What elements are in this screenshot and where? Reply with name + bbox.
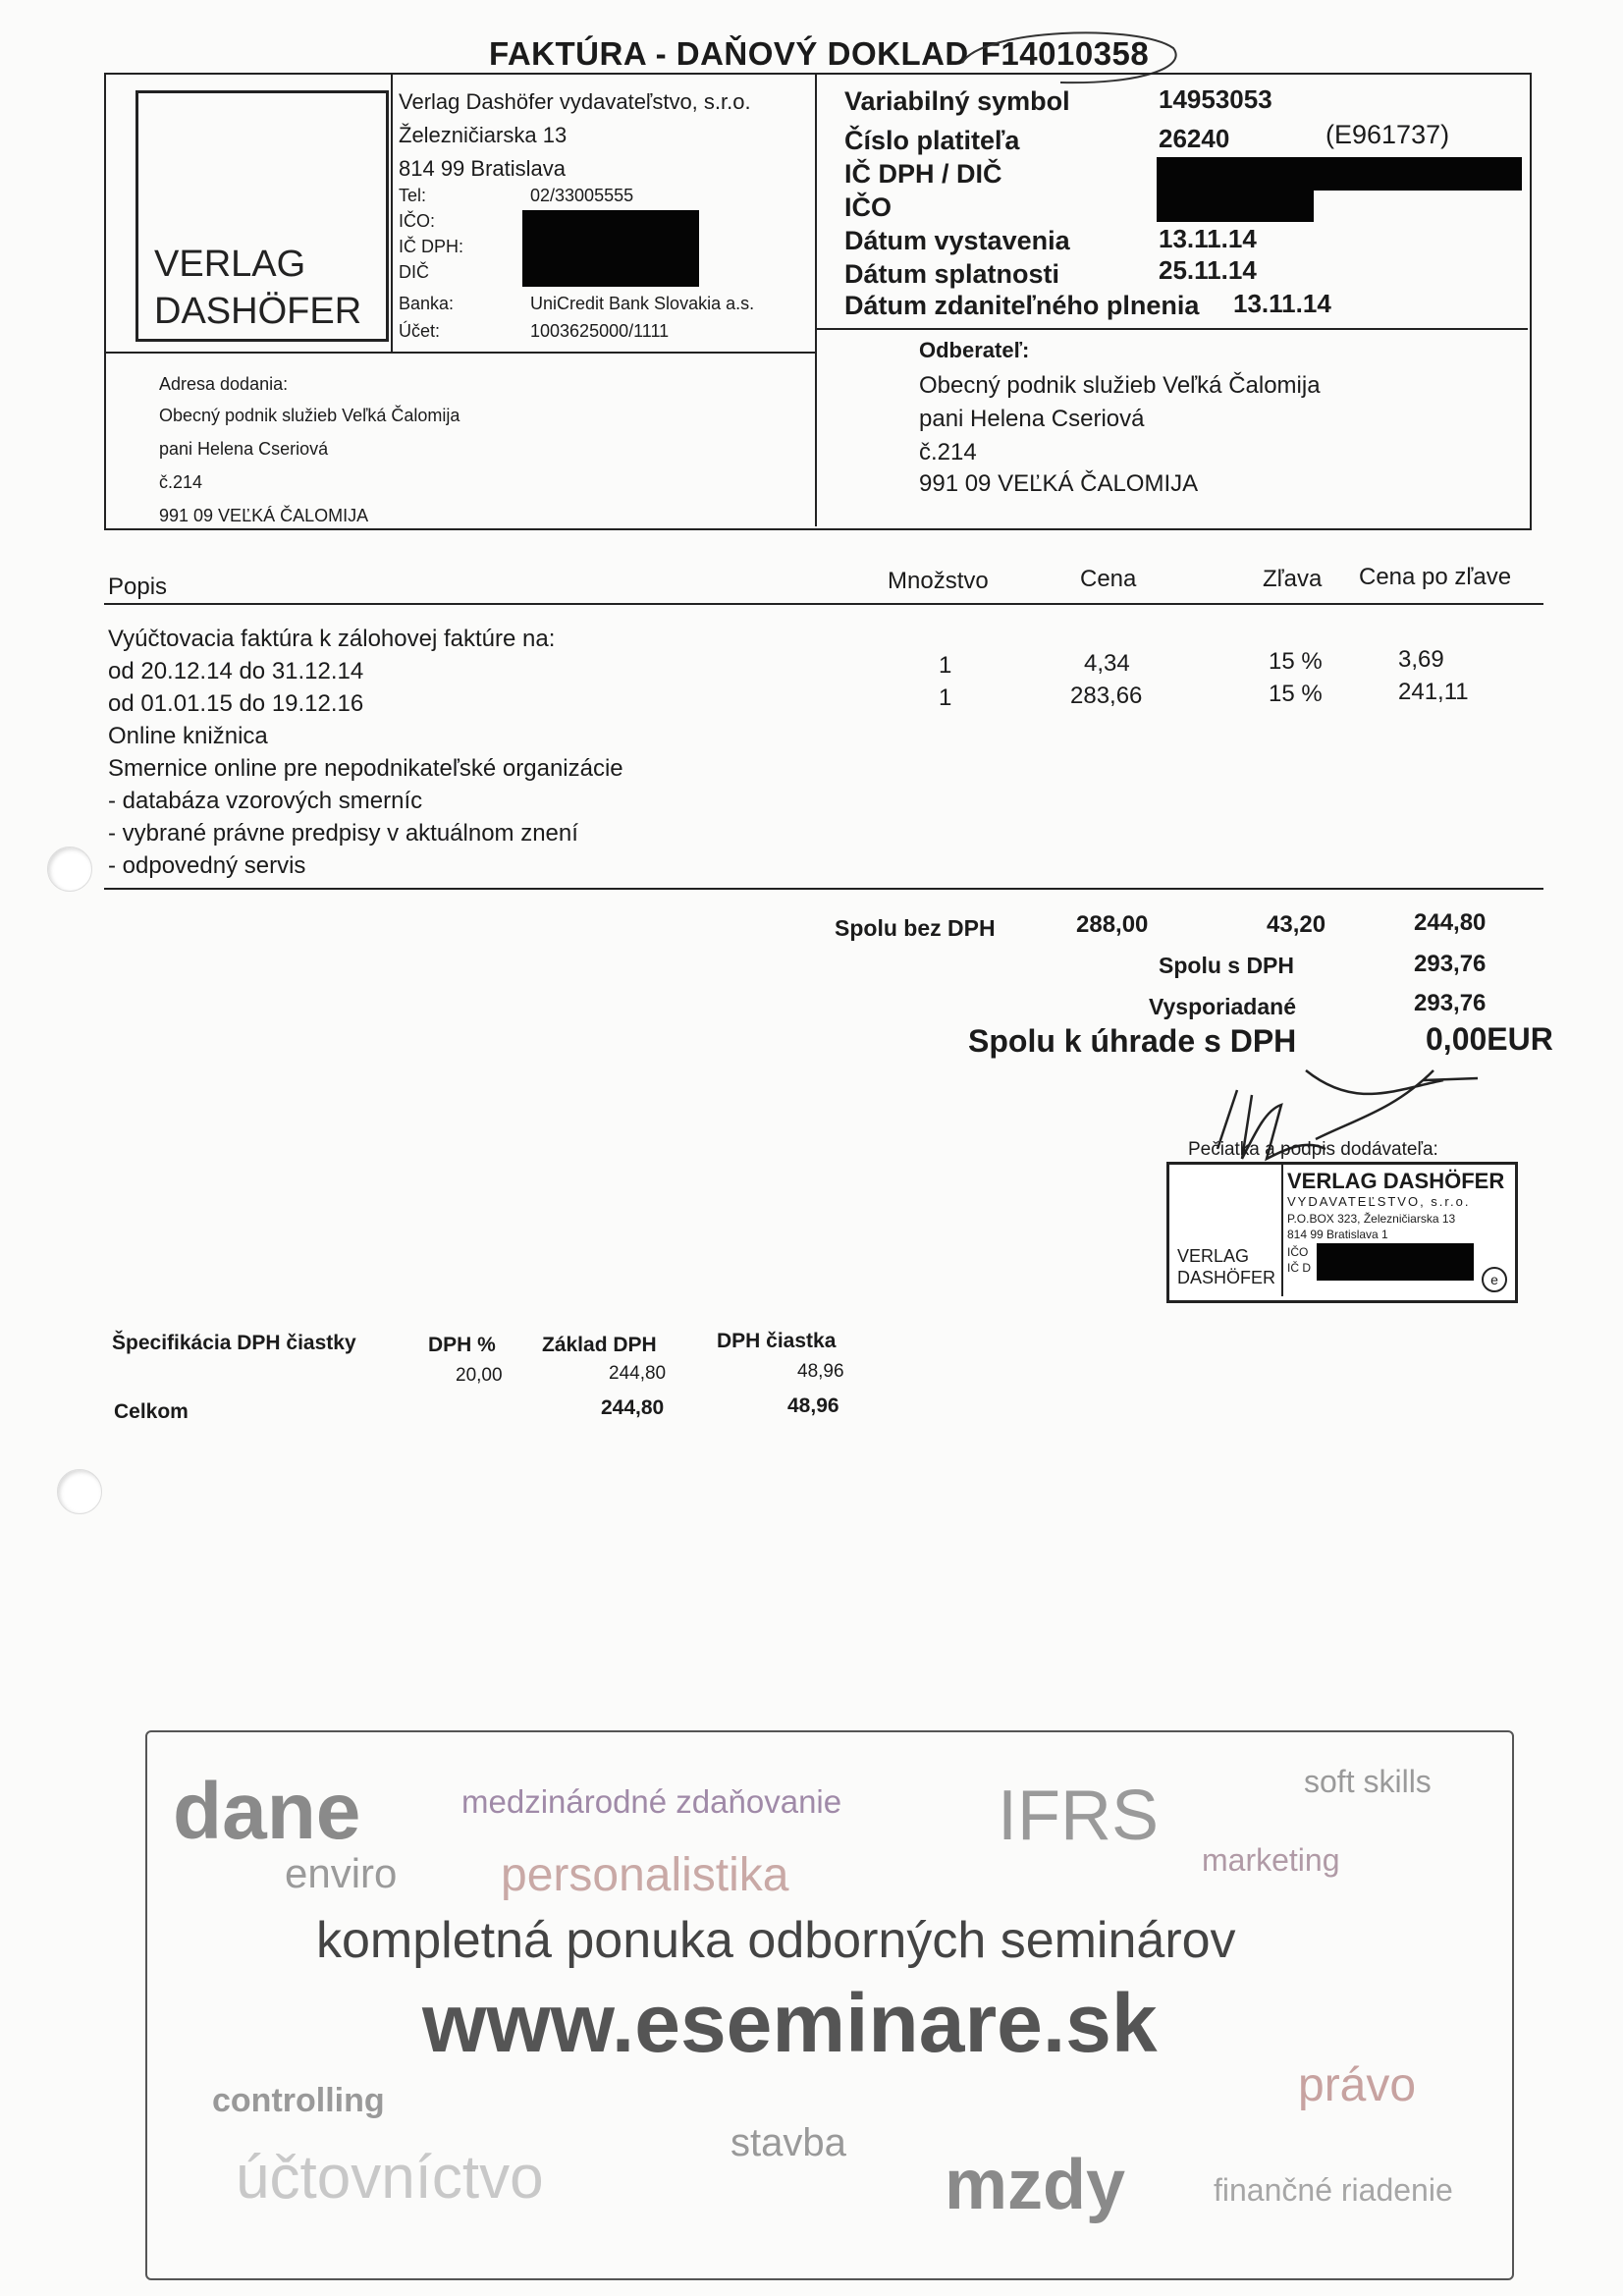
header-divider-logo	[391, 75, 393, 354]
ad-word-mzdy: mzdy	[945, 2146, 1126, 2224]
due-date: 25.11.14	[1159, 255, 1257, 285]
variable-symbol-label: Variabilný symbol	[844, 86, 1070, 116]
delivery-label: Adresa dodania:	[159, 374, 289, 394]
stamp-logo-line-1: VERLAG	[1177, 1246, 1250, 1266]
items-bottom-rule	[104, 888, 1543, 890]
logo-line-2: DASHÖFER	[154, 291, 362, 332]
stamp-line-4: 814 99 Bratislava 1	[1287, 1228, 1388, 1241]
vat-base: 244,80	[609, 1363, 667, 1384]
description-line: Vyúčtovacia faktúra k zálohovej faktúre na:	[108, 626, 556, 652]
delivery-line: č.214	[159, 472, 203, 492]
payer-code: (E961737)	[1325, 120, 1450, 149]
item-discount: 15 %	[1269, 681, 1323, 707]
description-line: - vybrané právne predpisy v aktuálnom znení	[108, 820, 578, 847]
punch-hole	[57, 1469, 102, 1514]
stamp-logo-line-2: DASHÖFER	[1177, 1268, 1276, 1287]
taxable-date: 13.11.14	[1233, 289, 1331, 318]
item-price: 283,66	[1070, 683, 1143, 709]
punch-hole	[47, 847, 92, 892]
issue-date-label: Dátum vystavenia	[844, 226, 1070, 255]
ad-word-personalistika: personalistika	[501, 1849, 789, 1901]
company-stamp	[1166, 1162, 1518, 1303]
ad-word-uctovnictvo: účtovníctvo	[236, 2144, 544, 2212]
description-line: od 20.12.14 do 31.12.14	[108, 658, 364, 684]
header-divider-customer	[817, 328, 1528, 330]
item-quantity: 1	[939, 684, 952, 711]
stamp-title: VERLAG DASHÖFER	[1287, 1169, 1505, 1193]
amount-to-pay-label: Spolu k úhrade s DPH	[968, 1023, 1297, 1059]
description-line: - odpovedný servis	[108, 852, 306, 879]
logo-line-1: VERLAG	[154, 244, 306, 285]
supplier-bank-label: Banka:	[399, 294, 455, 313]
settled-label: Vysporiadané	[1149, 994, 1296, 1019]
supplier-street: Železničiarska 13	[399, 123, 568, 147]
vat-total-amount: 48,96	[787, 1394, 839, 1417]
due-date-label: Dátum splatnosti	[844, 259, 1060, 289]
taxable-date-label: Dátum zdaniteľného plnenia	[844, 291, 1200, 320]
payer-number-label: Číslo platiteľa	[844, 126, 1020, 155]
vat-rate-label: DPH %	[428, 1334, 496, 1356]
redaction-customer-vat	[1157, 157, 1522, 191]
item-price-after: 3,69	[1398, 646, 1444, 673]
vat-total-label: Celkom	[114, 1400, 189, 1423]
customer-line: pani Helena Cseriová	[919, 406, 1145, 432]
item-price: 4,34	[1084, 650, 1130, 677]
supplier-bank: UniCredit Bank Slovakia a.s.	[530, 294, 755, 313]
ad-word-medzinarodne: medzinárodné zdaňovanie	[461, 1783, 842, 1820]
supplier-account: 1003625000/1111	[530, 321, 670, 341]
vat-rate: 20,00	[456, 1365, 503, 1386]
stamp-line-2: VYDAVATEĽSTVO, s.r.o.	[1287, 1194, 1471, 1209]
amount-to-pay-value: 0,00	[1426, 1021, 1488, 1057]
customer-line: č.214	[919, 439, 977, 465]
redaction-supplier-ids	[522, 210, 699, 287]
total-with-vat: 293,76	[1414, 951, 1487, 977]
signature-label: Pečiatka a podpis dodávateľa:	[1188, 1139, 1438, 1160]
stamp-line-3: P.O.BOX 323, Železničiarska 13	[1287, 1212, 1456, 1226]
stamp-logo-box	[1169, 1165, 1283, 1296]
description-line: Online knižnica	[108, 723, 268, 749]
issue-date: 13.11.14	[1159, 224, 1257, 253]
settled-amount: 293,76	[1414, 990, 1487, 1016]
customer-line: Obecný podnik služieb Veľká Čalomija	[919, 372, 1321, 399]
item-description	[108, 623, 623, 882]
total-discount: 43,20	[1267, 911, 1326, 938]
vat-spec-label: Špecifikácia DPH čiastky	[112, 1332, 356, 1354]
stamp-line-5: IČO	[1287, 1245, 1309, 1259]
description-line: Smernice online pre nepodnikateľské organizácie	[108, 755, 623, 782]
stamp-logo-text	[1177, 1245, 1275, 1288]
advertisement-box	[145, 1730, 1514, 2280]
supplier-name: Verlag Dashöfer vydavateľstvo, s.r.o.	[399, 89, 751, 114]
ad-word-soft-skills: soft skills	[1304, 1764, 1432, 1799]
stamp-line-6: IČ D	[1287, 1261, 1311, 1275]
currency: EUR	[1487, 1021, 1553, 1057]
supplier-icdph-label: IČ DPH:	[399, 237, 464, 256]
registered-icon: e	[1482, 1267, 1507, 1292]
ad-word-pravo: právo	[1298, 2059, 1417, 2111]
redaction-stamp-ids	[1317, 1243, 1474, 1281]
ad-word-controlling: controlling	[212, 2082, 385, 2119]
ad-tagline: kompletná ponuka odborných seminárov	[316, 1912, 1236, 1969]
ico-label: IČO	[844, 192, 893, 222]
supplier-dic-label: DIČ	[399, 262, 429, 282]
vat-amount: 48,96	[797, 1361, 844, 1382]
total-with-vat-label: Spolu s DPH	[1159, 953, 1295, 978]
invoice-title-text: FAKTÚRA - DAŇOVÝ DOKLAD	[489, 35, 969, 72]
invoice-number: F14010358	[980, 35, 1150, 72]
vat-total-base: 244,80	[601, 1396, 665, 1419]
payer-number: 26240	[1159, 124, 1230, 153]
ad-word-financne-riadenie: finančné riadenie	[1214, 2172, 1453, 2208]
col-quantity: Množstvo	[888, 568, 989, 594]
icdph-dic-label: IČ DPH / DIČ	[844, 159, 1002, 189]
ad-word-enviro: enviro	[285, 1850, 398, 1896]
delivery-line: 991 09 VEĽKÁ ČALOMIJA	[159, 506, 369, 525]
items-header-rule	[104, 603, 1543, 605]
total-without-vat-label: Spolu bez DPH	[835, 915, 996, 941]
variable-symbol: 14953053	[1159, 84, 1272, 114]
header-divider-main	[815, 75, 817, 526]
description-line: - databáza vzorových smerníc	[108, 788, 423, 814]
total-without-vat-price: 288,00	[1076, 911, 1149, 938]
supplier-account-label: Účet:	[399, 321, 441, 341]
description-line: od 01.01.15 do 19.12.16	[108, 690, 364, 717]
vat-amount-label: DPH čiastka	[717, 1330, 837, 1352]
col-price: Cena	[1080, 566, 1137, 592]
ad-word-stavba: stavba	[730, 2121, 846, 2164]
supplier-logo	[135, 90, 389, 342]
ad-word-ifrs: IFRS	[998, 1777, 1160, 1855]
delivery-line: pani Helena Cseriová	[159, 439, 329, 459]
col-description: Popis	[108, 574, 168, 600]
supplier-ico-label: IČO:	[399, 211, 436, 231]
delivery-line: Obecný podnik služieb Veľká Čalomija	[159, 406, 460, 425]
header-divider-delivery	[106, 352, 817, 354]
supplier-tel-label: Tel:	[399, 186, 427, 205]
supplier-city: 814 99 Bratislava	[399, 156, 566, 181]
total-without-vat-after: 244,80	[1414, 909, 1487, 936]
customer-label: Odberateľ:	[919, 338, 1030, 362]
logo-text	[154, 241, 361, 335]
ad-url: www.eseminare.sk	[422, 1977, 1158, 2069]
supplier-tel: 02/33005555	[530, 186, 634, 205]
redaction-customer-ico	[1157, 187, 1314, 222]
item-quantity: 1	[939, 652, 952, 679]
customer-line: 991 09 VEĽKÁ ČALOMIJA	[919, 470, 1199, 497]
col-discount: Zľava	[1263, 566, 1323, 592]
col-price-after: Cena po zľave	[1359, 564, 1512, 590]
vat-base-label: Základ DPH	[542, 1334, 657, 1356]
item-price-after: 241,11	[1398, 679, 1469, 705]
ad-word-marketing: marketing	[1202, 1842, 1340, 1878]
ad-word-dane: dane	[173, 1767, 361, 1856]
item-discount: 15 %	[1269, 648, 1323, 675]
